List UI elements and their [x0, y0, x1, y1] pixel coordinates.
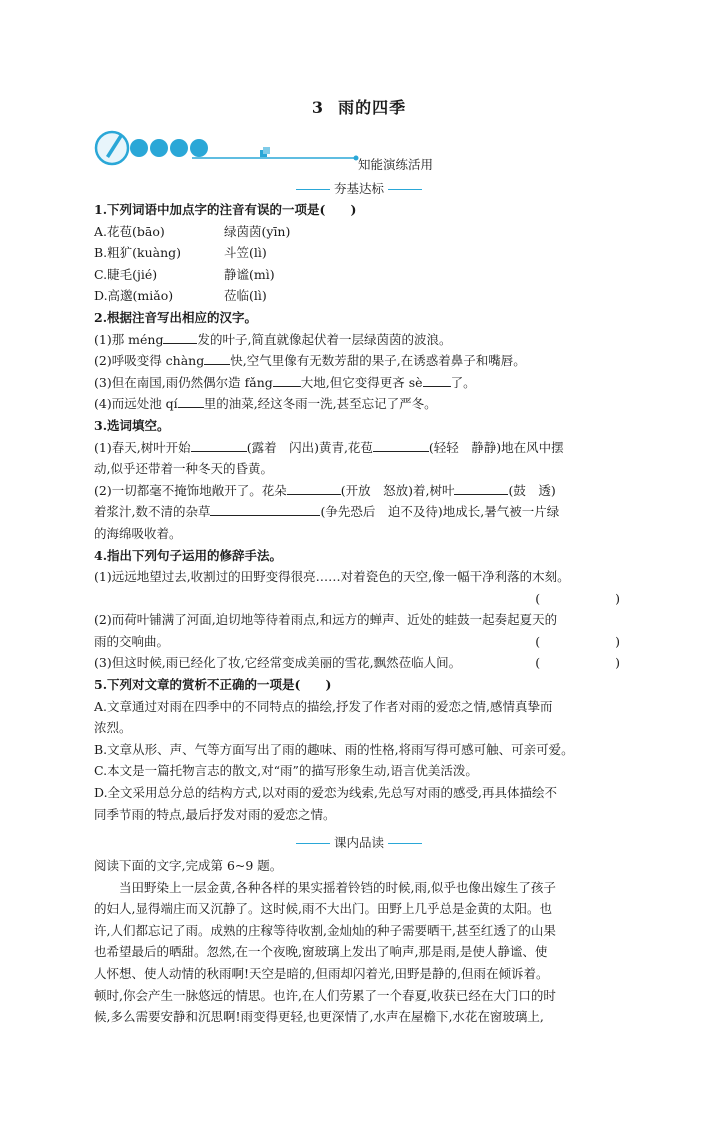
q1-option-b: B.粗犷(kuàng) 斗笠(lì) [94, 245, 267, 261]
q4-answer-2[interactable]: ( ) [535, 633, 620, 649]
passage-line: 也希望最后的晒甜。忽然,在一个夜晚,窗玻璃上发出了响声,那是雨,是使人静谧、使 [94, 944, 548, 960]
q5-stem: 5.下列对文章的赏析不正确的一项是( ) [94, 677, 332, 693]
q1-option-d: D.高邈(miǎo) 莅临(lì) [94, 288, 267, 304]
passage-line: 许,人们都忘记了雨。成熟的庄稼等待收割,金灿灿的种子需要晒干,甚至红透了的山果 [94, 922, 556, 938]
q2-stem: 2.根据注音写出相应的汉字。 [94, 309, 258, 325]
q4-item-2: (2)而荷叶铺满了河面,迫切地等待着雨点,和远方的蝉声、近处的蛙鼓一起奏起夏天的 [94, 612, 558, 628]
passage-line: 人怀想、使人动情的秋雨啊!天空是暗的,但雨却闪着光,田野是静的,但雨在倾诉着。 [94, 965, 549, 981]
q3-item-1: (1)春天,树叶开始 (露着 闪出)黄青,花苞 (轻轻 静静)地在风中摆 [94, 437, 634, 459]
answer-blank[interactable] [210, 501, 320, 516]
banner-dot-3 [170, 139, 188, 157]
reading-instruction: 阅读下面的文字,完成第 6~9 题。 [94, 858, 283, 873]
q5-option-a: A.文章通过对雨在四季中的不同特点的描绘,抒发了作者对雨的爱恋之情,感情真挚而 [94, 698, 553, 714]
banner-dot-1 [130, 139, 148, 157]
q4-item-2-cont: 雨的交响曲。 ( ) [94, 631, 634, 653]
answer-blank[interactable] [373, 437, 429, 452]
q5-option-d-cont: 同季节雨的特点,最后抒发对雨的爱恋之情。 [94, 806, 336, 822]
answer-blank[interactable] [273, 372, 301, 387]
passage-line: 顿时,你会产生一脉悠远的情思。也许,在人们劳累了一个春夏,收获已经在大门口的时 [94, 987, 556, 1003]
q2-item-1: (1)那 méng 发的叶子,简直就像起伏着一层绿茵茵的波浪。 [94, 329, 634, 351]
answer-blank[interactable] [204, 350, 230, 365]
q3-item-2-cont: 着浆汁,数不清的杂草 (争先恐后 迫不及待)地成长,暑气被一片绿 [94, 501, 634, 523]
answer-blank[interactable] [163, 329, 197, 344]
q4-answer-1[interactable]: ( ) [535, 590, 620, 606]
question-content [94, 199, 634, 825]
answer-blank[interactable] [423, 372, 451, 387]
q5-option-d: D.全文采用总分总的结构方式,以对雨的爱恋为线索,先总写对雨的感受,再具体描绘不 [94, 785, 557, 801]
q1-option-a: A.花苞(bāo) 绿茵茵(yīn) [94, 223, 291, 239]
q2-item-4: (4)而远处池 qí 里的油菜,经这冬雨一洗,甚至忘记了严冬。 [94, 393, 634, 415]
passage-line: 候,多么需要安静和沉思啊!雨变得更轻,也更深情了,水声在屋檐下,水花在窗玻璃上, [94, 1009, 544, 1025]
passage-line: 当田野染上一层金黄,各种各样的果实摇着铃铛的时候,雨,似乎也像出嫁生了孩子 [119, 879, 556, 895]
section-heading-basic: 夯基达标 [0, 179, 718, 197]
q2-item-3: (3)但在南国,雨仍然偶尔造 fǎng 大地,但它变得更吝 sè 了。 [94, 372, 634, 394]
reading-passage [94, 855, 634, 1028]
q3-item-1-cont: 动,似乎还带着一种冬天的昏黄。 [94, 461, 273, 477]
q5-option-b: B.文章从形、声、气等方面写出了雨的趣味、雨的性格,将雨写得可感可触、可亲可爱。 [94, 741, 574, 757]
answer-blank[interactable] [454, 480, 508, 495]
banner-label: 知能演练活用 [358, 157, 434, 172]
lesson-title: 雨的四季 [338, 98, 407, 117]
q3-stem: 3.选词填空。 [94, 417, 170, 433]
section-heading-reading: 课内品读 [0, 833, 718, 851]
q1-stem: 1.下列词语中加点字的注音有误的一项是( ) [94, 202, 357, 217]
answer-blank[interactable] [287, 480, 341, 495]
banner-dot-2 [150, 139, 168, 157]
q5-option-c: C.本文是一篇托物言志的散文,对“雨”的描写形象生动,语言优美活泼。 [94, 763, 478, 779]
page-title [0, 95, 718, 118]
q4-item-1: (1)远远地望过去,收割过的田野变得很亮……对着瓷色的天空,像一幅干净利落的木刻。 [94, 569, 570, 585]
q4-answer-3[interactable]: ( ) [535, 655, 620, 671]
q4-stem: 4.指出下列句子运用的修辞手法。 [94, 547, 283, 563]
q3-item-2: (2)一切都毫不掩饰地敞开了。花朵 (开放 怒放)着,树叶 (鼓 透) [94, 480, 634, 502]
passage-line: 的妇人,显得端庄而又沉静了。这时候,雨不大出门。田野上几乎总是金黄的太阳。也 [94, 901, 552, 917]
answer-blank[interactable] [178, 393, 204, 408]
banner-dot-4 [190, 139, 208, 157]
q3-item-2-end: 的海绵吸收着。 [94, 525, 182, 541]
q5-option-a-cont: 浓烈。 [94, 720, 132, 736]
q4-item-3: (3)但这时候,雨已经化了妆,它经常变成美丽的雪花,飘然莅临人间。 ( ) [94, 652, 634, 674]
q2-item-2: (2)呼吸变得 chàng 快,空气里像有无数芳甜的果子,在诱惑着鼻子和嘴唇。 [94, 350, 634, 372]
banner-square-2 [263, 147, 270, 154]
answer-blank[interactable] [191, 437, 247, 452]
q1-option-c: C.睫毛(jié) 静谧(mì) [94, 266, 275, 282]
lesson-number: 3 [311, 98, 325, 117]
